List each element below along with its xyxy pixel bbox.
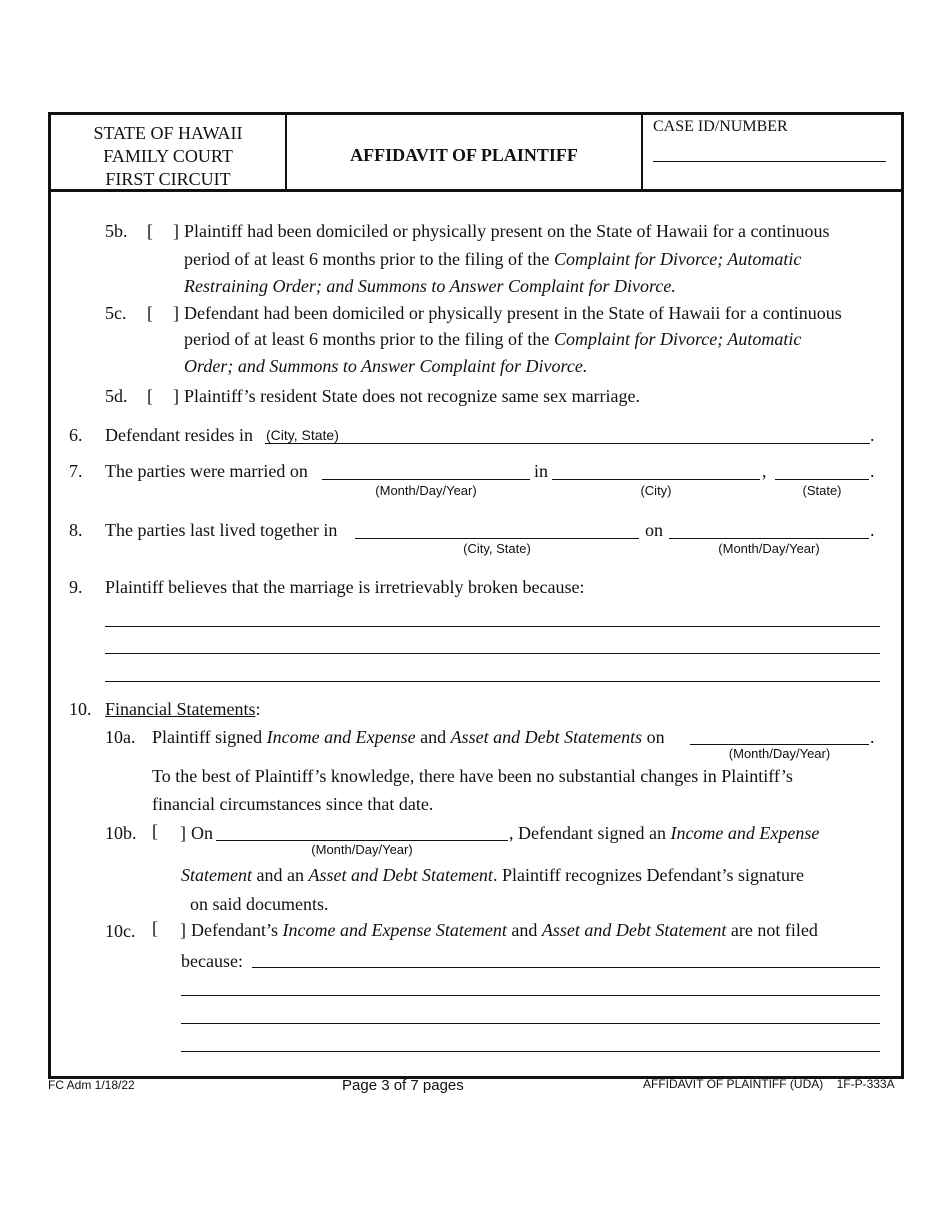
item-10b-on: On xyxy=(191,823,213,843)
item-5b-number: 5b. xyxy=(105,221,128,241)
item-5b-checkbox-close[interactable]: ] xyxy=(173,221,179,241)
item-10b-checkbox-open[interactable]: [ xyxy=(152,821,158,841)
footer-form-title: AFFIDAVIT OF PLAINTIFF (UDA) 1F-P-333A xyxy=(643,1077,895,1091)
item-10-number: 10. xyxy=(69,699,92,719)
item-6-period: . xyxy=(870,425,875,445)
item-6-number: 6. xyxy=(69,425,83,445)
item-5c-line-3: Order; and Summons to Answer Complaint for Divorce. xyxy=(184,356,588,376)
item-8-place-field[interactable] xyxy=(355,538,639,539)
item-10b-hint-date: (Month/Day/Year) xyxy=(311,842,413,857)
court-line-3: FIRST CIRCUIT xyxy=(105,169,231,189)
item-7-comma: , xyxy=(762,461,767,481)
item-10c-because: because: xyxy=(181,951,243,971)
item-6-residence-field[interactable] xyxy=(265,443,870,444)
item-6-text: Defendant resides in xyxy=(105,425,253,445)
item-5c-line-2: period of at least 6 months prior to the filing of the Complaint for Divorce; Automatic xyxy=(184,329,802,349)
item-8-hint-place: (City, State) xyxy=(463,541,531,556)
court-line-1: STATE OF HAWAII xyxy=(93,123,243,143)
item-10c-reason-line-2[interactable] xyxy=(181,995,880,996)
item-10b-line-2: Statement and an Asset and Debt Statement. Plaintiff recognizes Defendant’s signature xyxy=(181,865,805,885)
item-5b-line-1: Plaintiff had been domiciled or physically present on the State of Hawaii for a continuous xyxy=(184,221,830,241)
item-9-reason-line-3[interactable] xyxy=(105,681,880,682)
item-7-city-field[interactable] xyxy=(552,479,760,480)
item-5c-checkbox-open[interactable]: [ xyxy=(147,303,153,323)
header-col-divider-1 xyxy=(285,112,287,191)
item-9-reason-line-1[interactable] xyxy=(105,626,880,627)
item-10b-number: 10b. xyxy=(105,823,137,843)
item-5b-line-3: Restraining Order; and Summons to Answer Complaint for Divorce. xyxy=(184,276,676,296)
item-10a-date-field[interactable] xyxy=(690,744,869,745)
case-id-field[interactable] xyxy=(653,161,886,162)
item-7-state-field[interactable] xyxy=(775,479,869,480)
item-5d-checkbox-open[interactable]: [ xyxy=(147,386,153,406)
item-5c-line-1: Defendant had been domiciled or physically present in the State of Hawaii for a continuous xyxy=(184,303,842,323)
item-7-date-field[interactable] xyxy=(322,479,530,480)
item-9-text: Plaintiff believes that the marriage is irretrievably broken because: xyxy=(105,577,585,597)
item-10a-number: 10a. xyxy=(105,727,136,747)
item-7-hint-state: (State) xyxy=(802,483,842,498)
item-10-heading: Financial Statements: xyxy=(105,699,261,719)
item-10a-para-line-2: financial circumstances since that date. xyxy=(152,794,434,814)
item-7-text: The parties were married on xyxy=(105,461,308,481)
header-col-divider-2 xyxy=(641,112,643,191)
item-10c-reason-line-1[interactable] xyxy=(252,967,880,968)
item-7-hint-city: (City) xyxy=(640,483,672,498)
item-10b-text: , Defendant signed an Income and Expense xyxy=(509,823,820,843)
item-10a-para-line-1: To the best of Plaintiff’s knowledge, there have been no substantial changes in Plaintiff’s xyxy=(152,766,793,786)
item-8-date-field[interactable] xyxy=(669,538,869,539)
document-title: AFFIDAVIT OF PLAINTIFF xyxy=(350,145,578,165)
item-10c-checkbox-open[interactable]: [ xyxy=(152,918,158,938)
item-7-period: . xyxy=(870,461,875,481)
item-10c-reason-line-4[interactable] xyxy=(181,1051,880,1052)
item-6-hint: (City, State) xyxy=(266,427,339,443)
item-8-hint-date: (Month/Day/Year) xyxy=(718,541,820,556)
item-8-period: . xyxy=(870,520,875,540)
item-8-number: 8. xyxy=(69,520,83,540)
item-7-in: in xyxy=(534,461,549,481)
item-10a-text: Plaintiff signed Income and Expense and Asset and Debt Statements on xyxy=(152,727,665,747)
item-7-number: 7. xyxy=(69,461,83,481)
item-10a-period: . xyxy=(870,727,875,747)
item-5d-checkbox-close[interactable]: ] xyxy=(173,386,179,406)
item-5b-checkbox-open[interactable]: [ xyxy=(147,221,153,241)
item-5d-text: Plaintiff’s resident State does not recognize same sex marriage. xyxy=(184,386,641,406)
case-id-label: CASE ID/NUMBER xyxy=(653,118,788,135)
item-9-number: 9. xyxy=(69,577,83,597)
item-7-hint-date: (Month/Day/Year) xyxy=(375,483,477,498)
item-10c-checkbox-close[interactable]: ] xyxy=(180,920,186,940)
item-5c-checkbox-close[interactable]: ] xyxy=(173,303,179,323)
item-10a-hint-date: (Month/Day/Year) xyxy=(728,746,831,761)
item-10c-reason-line-3[interactable] xyxy=(181,1023,880,1024)
footer-page-number: Page 3 of 7 pages xyxy=(342,1077,464,1094)
item-10c-text: Defendant’s Income and Expense Statement and Asset and Debt Statement are not filed xyxy=(191,920,818,940)
item-10b-line-3: on said documents. xyxy=(190,894,329,914)
item-8-text: The parties last lived together in xyxy=(105,520,338,540)
item-10b-date-field[interactable] xyxy=(216,840,508,841)
item-10c-number: 10c. xyxy=(105,921,136,941)
item-9-reason-line-2[interactable] xyxy=(105,653,880,654)
court-line-2: FAMILY COURT xyxy=(103,146,233,166)
item-10b-checkbox-close[interactable]: ] xyxy=(180,823,186,843)
item-5c-number: 5c. xyxy=(105,303,127,323)
item-5d-number: 5d. xyxy=(105,386,128,406)
footer-form-code: FC Adm 1/18/22 xyxy=(48,1078,135,1092)
item-8-on: on xyxy=(645,520,663,540)
item-5b-line-2: period of at least 6 months prior to the filing of the Complaint for Divorce; Automatic xyxy=(184,249,802,269)
